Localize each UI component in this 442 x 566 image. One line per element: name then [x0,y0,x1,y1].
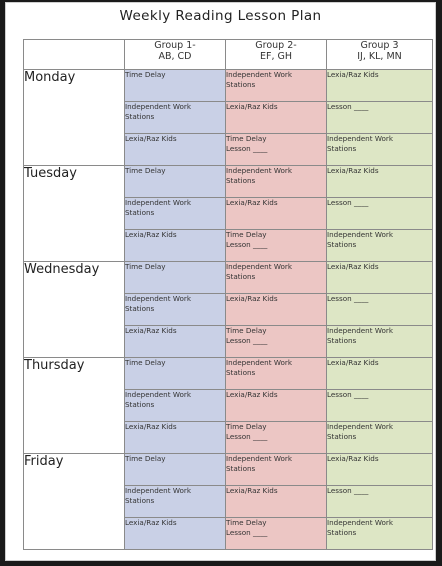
activity-cell-group-3 [327,358,433,390]
activity-cell-group-1 [125,390,226,422]
activity-cell-group-2 [226,102,327,134]
activity-text: Independent Work Stations [327,230,394,249]
header-group-2-label: Group 2- EF, GH [255,40,297,62]
activity-text: Time Delay [125,262,166,271]
activity-cell-group-1 [125,198,226,230]
activity-text: Time Delay [125,166,166,175]
activity-text: Independent Work Stations [226,358,293,377]
activity-cell-group-2 [226,422,327,454]
activity-text: Independent Work Stations [327,134,394,153]
activity-cell-group-1 [125,134,226,166]
activity-cell-group-1 [125,166,226,198]
activity-cell-group-2 [226,166,327,198]
activity-cell-group-2 [226,294,327,326]
activity-text: Time Delay [125,454,166,463]
activity-cell-group-3 [327,390,433,422]
table-row [24,166,433,198]
activity-text: Time Delay [125,358,166,367]
day-label-thursday: Thursday [24,358,125,454]
activity-text: Lesson ____ [327,390,369,399]
activity-text: Independent Work Stations [327,422,394,441]
day-label-wednesday: Wednesday [24,262,125,358]
activity-cell-group-2 [226,454,327,486]
activity-text: Lexia/Raz Kids [327,70,379,79]
activity-cell-group-1 [125,358,226,390]
activity-text: Independent Work Stations [226,262,293,281]
activity-text: Independent Work Stations [226,166,293,185]
activity-cell-group-1 [125,486,226,518]
activity-text: Time Delay Lesson ____ [226,326,268,345]
day-label-tuesday: Tuesday [24,166,125,262]
activity-text: Time Delay Lesson ____ [226,134,268,153]
day-label-friday: Friday [24,454,125,550]
activity-text: Lexia/Raz Kids [125,518,177,527]
activity-cell-group-1 [125,230,226,262]
activity-text: Lesson ____ [327,198,369,207]
table-row [24,454,433,486]
activity-cell-group-2 [226,358,327,390]
activity-text: Independent Work Stations [125,390,192,409]
activity-text: Time Delay [125,70,166,79]
activity-cell-group-2 [226,262,327,294]
activity-text: Lexia/Raz Kids [125,326,177,335]
activity-cell-group-1 [125,422,226,454]
activity-text: Lexia/Raz Kids [327,262,379,271]
activity-text: Lexia/Raz Kids [327,454,379,463]
activity-text: Lexia/Raz Kids [125,422,177,431]
activity-text: Lexia/Raz Kids [226,198,278,207]
activity-cell-group-2 [226,230,327,262]
activity-cell-group-2 [226,198,327,230]
lesson-plan-page [5,2,436,561]
activity-cell-group-2 [226,70,327,102]
activity-cell-group-1 [125,262,226,294]
day-label-monday: Monday [24,70,125,166]
activity-text: Lexia/Raz Kids [226,390,278,399]
activity-cell-group-3 [327,230,433,262]
header-group-1 [125,40,226,70]
activity-text: Lesson ____ [327,102,369,111]
activity-text: Lexia/Raz Kids [327,358,379,367]
activity-cell-group-3 [327,262,433,294]
activity-cell-group-3 [327,518,433,550]
header-group-2 [226,40,327,70]
activity-text: Lexia/Raz Kids [226,294,278,303]
activity-cell-group-2 [226,134,327,166]
activity-cell-group-2 [226,390,327,422]
activity-text: Independent Work Stations [226,454,293,473]
activity-text: Independent Work Stations [125,102,192,121]
header-group-3 [327,40,433,70]
activity-text: Independent Work Stations [125,294,192,313]
activity-text: Time Delay Lesson ____ [226,230,268,249]
header-row [24,40,433,70]
activity-cell-group-1 [125,326,226,358]
activity-text: Lesson ____ [327,294,369,303]
activity-cell-group-3 [327,166,433,198]
activity-cell-group-3 [327,326,433,358]
activity-cell-group-2 [226,486,327,518]
activity-text: Time Delay Lesson ____ [226,518,268,537]
header-corner [24,40,125,70]
activity-text: Lexia/Raz Kids [226,486,278,495]
activity-text: Lexia/Raz Kids [226,102,278,111]
activity-text: Lexia/Raz Kids [327,166,379,175]
table-row [24,262,433,294]
activity-text: Independent Work Stations [327,326,394,345]
header-group-1-label: Group 1- AB, CD [154,40,196,62]
activity-text: Lexia/Raz Kids [125,134,177,143]
activity-cell-group-3 [327,102,433,134]
activity-text: Independent Work Stations [226,70,293,89]
activity-text: Time Delay Lesson ____ [226,422,268,441]
activity-cell-group-1 [125,102,226,134]
activity-cell-group-1 [125,454,226,486]
activity-cell-group-3 [327,198,433,230]
activity-text: Lesson ____ [327,486,369,495]
activity-text: Independent Work Stations [125,198,192,217]
activity-cell-group-3 [327,454,433,486]
table-row [24,358,433,390]
activity-text: Independent Work Stations [125,486,192,505]
page-title: Weekly Reading Lesson Plan [119,8,322,24]
plan-body [24,70,433,550]
activity-cell-group-2 [226,326,327,358]
table-row [24,70,433,102]
activity-cell-group-3 [327,422,433,454]
header-group-3-label: Group 3 IJ, KL, MN [357,40,402,62]
activity-cell-group-3 [327,294,433,326]
activity-cell-group-3 [327,134,433,166]
activity-cell-group-1 [125,518,226,550]
activity-text: Independent Work Stations [327,518,394,537]
activity-cell-group-1 [125,294,226,326]
activity-cell-group-2 [226,518,327,550]
activity-cell-group-1 [125,70,226,102]
activity-cell-group-3 [327,70,433,102]
activity-text: Lexia/Raz Kids [125,230,177,239]
activity-cell-group-3 [327,486,433,518]
lesson-plan-table [23,39,433,550]
